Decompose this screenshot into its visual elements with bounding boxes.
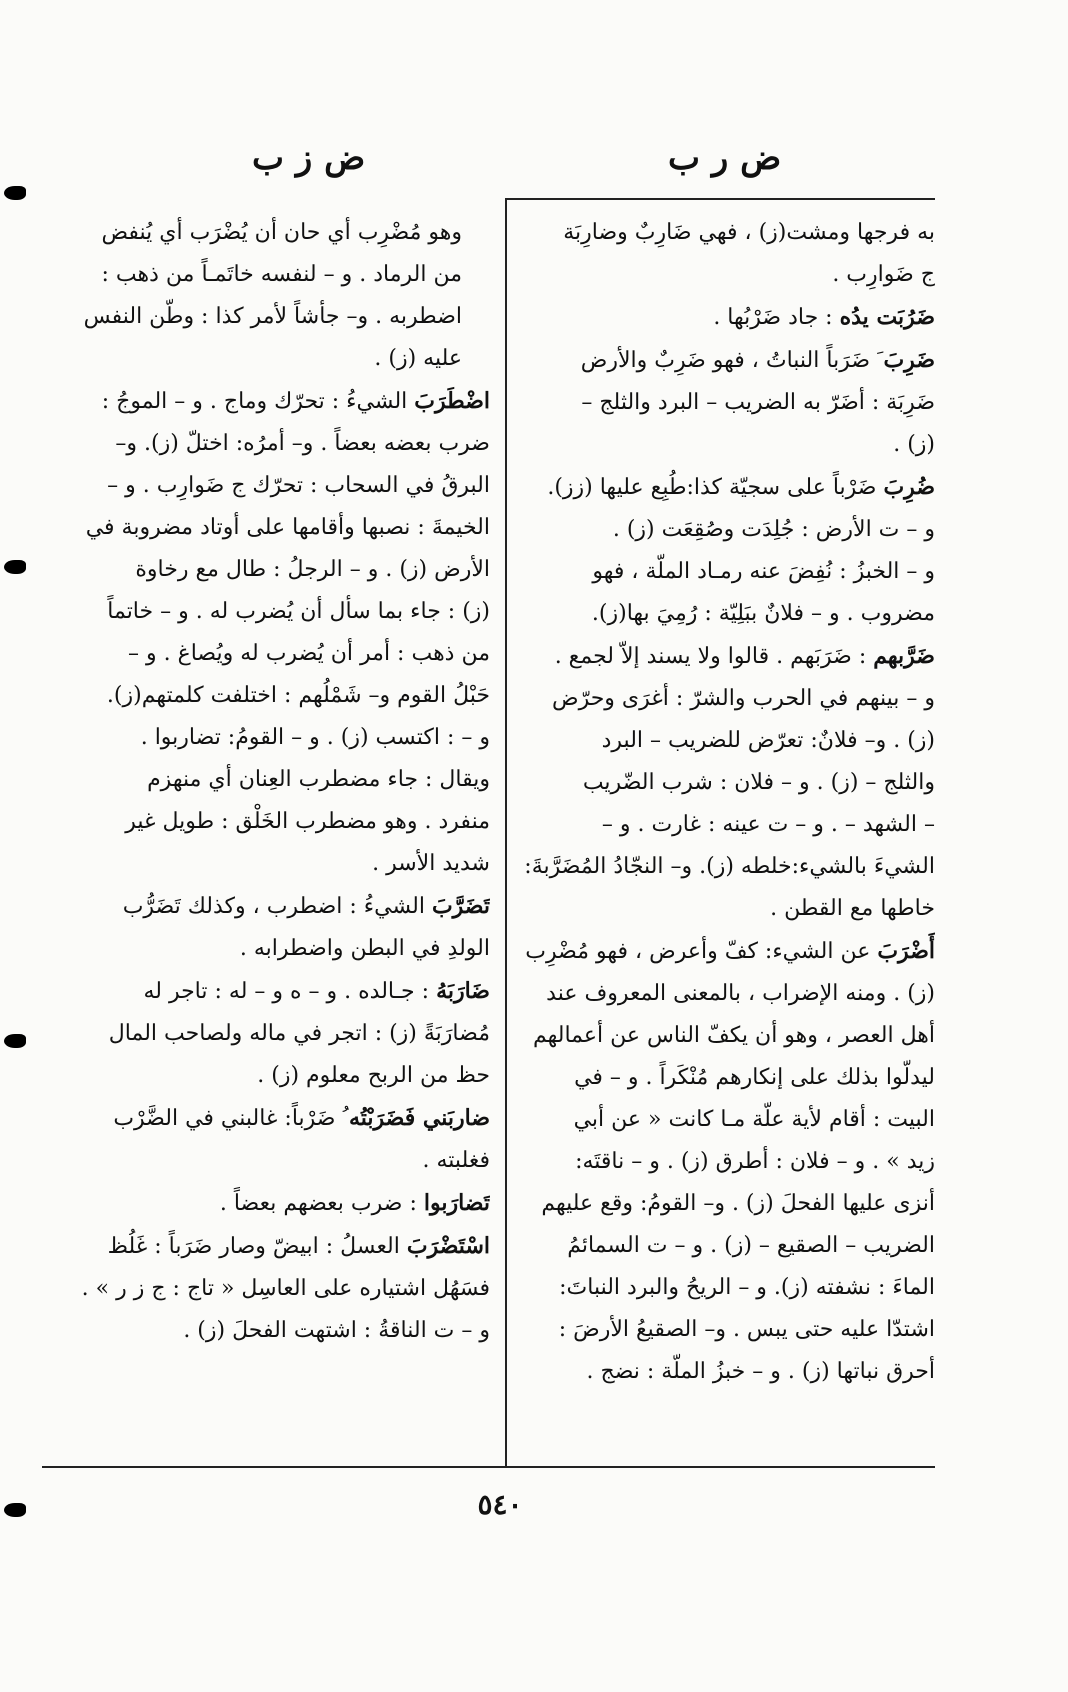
running-header-right: ض ر ب bbox=[668, 138, 782, 178]
entry-line bbox=[50, 1182, 490, 1225]
line-text: منفرد . وهو مضطرب الخَلْق : طويل غير bbox=[125, 809, 490, 834]
line-text: الخيمةَ : نصبها وأقامها على أوتاد مضروبة في bbox=[85, 515, 490, 540]
dictionary-entry bbox=[510, 635, 935, 930]
scan-edge-mark bbox=[4, 1503, 26, 1517]
entry-line bbox=[510, 973, 935, 1015]
line-text: الولدِ في البطن واضطرابه . bbox=[239, 936, 490, 961]
headword: اضْطَرَبَ bbox=[414, 388, 490, 414]
entry-line bbox=[50, 296, 462, 338]
line-text: مُضارَبَةً (ز) : اتجر في ماله ولصاحب المال bbox=[108, 1021, 490, 1046]
scan-edge-mark bbox=[4, 186, 26, 200]
headword: ضُرِبَ bbox=[883, 474, 935, 500]
headword: تَضارَبوا bbox=[423, 1190, 490, 1216]
line-text: من الرماد . و – لنفسه خاتَمـاً من ذهب : bbox=[101, 262, 462, 287]
entry-line bbox=[50, 633, 490, 675]
entry-line bbox=[50, 591, 490, 633]
entry-line bbox=[510, 930, 935, 973]
dictionary-entry bbox=[50, 885, 490, 970]
line-text: ج ضَوارِب . bbox=[832, 262, 935, 287]
entry-line bbox=[510, 382, 935, 424]
left-column bbox=[50, 212, 490, 1352]
entry-line bbox=[50, 843, 490, 885]
page-number: ٥٤٠ bbox=[477, 1488, 523, 1521]
dictionary-entry bbox=[510, 930, 935, 1393]
line-text: ُ ضَرْباً: غالبني في الضَّرْب bbox=[113, 1106, 343, 1131]
line-text: َ ضَرَباً النباتُ ، فهو ضَرِبٌ والأرض bbox=[580, 348, 878, 373]
line-text: أهل العصر ، وهو أن يكفّ الناس عن أعمالهم bbox=[532, 1023, 935, 1048]
line-text: الضريب – الصقيع – (ز) . و – ت السمائمُ bbox=[567, 1233, 935, 1258]
entry-line bbox=[50, 423, 490, 465]
line-text: البرقُ في السحاب : تحرّك ج ضَوارِب . و – bbox=[107, 473, 490, 498]
headword: اسْتَضْرَبَ bbox=[406, 1233, 490, 1259]
headword: أَضْرَبَ bbox=[877, 938, 935, 964]
entry-line bbox=[510, 762, 935, 804]
dictionary-entry bbox=[510, 212, 935, 296]
header-rule bbox=[505, 198, 935, 200]
line-text: ضَرِبَة : أضَرّ به الضريب – البرد والثلج – bbox=[581, 390, 935, 415]
line-text: من ذهب : أمر أن يُضرب له ويُصاغ . و – bbox=[127, 641, 490, 666]
entry-line bbox=[510, 212, 935, 254]
line-text: الماءَ : نشفته (ز). و – الريحُ والبرد النباتَ: bbox=[559, 1275, 935, 1300]
entry-line bbox=[510, 678, 935, 720]
headword: ضَارَبَهُ bbox=[436, 978, 490, 1004]
entry-line bbox=[50, 928, 490, 970]
line-text: و – : اكتسب (ز) . و – القومُ: تضاربوا . bbox=[140, 725, 490, 750]
line-text: (ز) : جاء بما سأل أن يُضرب له . و – خاتماً bbox=[107, 599, 490, 624]
entry-line bbox=[510, 1351, 935, 1393]
entry-line bbox=[510, 254, 935, 296]
line-text: شديد الأسر . bbox=[372, 851, 490, 876]
line-text: العسلُ : ابيضّ وصار ضَرَباً : غَلُظ bbox=[107, 1234, 400, 1259]
entry-line bbox=[50, 1225, 490, 1268]
dictionary-entry bbox=[510, 339, 935, 466]
entry-line bbox=[510, 424, 935, 466]
entry-line bbox=[510, 1309, 935, 1351]
entry-line bbox=[50, 465, 490, 507]
headword: ضَرِبَ bbox=[883, 347, 935, 373]
line-text: و – الخبزُ : نُفِضَ عنه رمـاد الملّة ، فهو bbox=[592, 559, 935, 584]
entry-line bbox=[50, 507, 490, 549]
line-text: حَبْلُ القوم و– شَمْلُهم : اختلفت كلمتهم(ز). bbox=[106, 683, 490, 708]
line-text: : جاد ضَرْبُها . bbox=[713, 305, 833, 330]
dictionary-entry bbox=[50, 380, 490, 885]
entry-line bbox=[510, 804, 935, 846]
headword: ضَرَّبهم bbox=[873, 643, 935, 669]
entry-line bbox=[50, 1310, 490, 1352]
line-text: اضطربه . و– جأشاً لأمر كذا : وطّن النفس bbox=[83, 304, 462, 329]
column-divider bbox=[505, 198, 507, 1466]
entry-line bbox=[50, 759, 490, 801]
line-text: أحرق نباتها (ز) . و – خبزُ الملّة : نضج . bbox=[586, 1359, 935, 1384]
line-text: عليه (ز) . bbox=[374, 346, 462, 371]
entry-line bbox=[50, 717, 490, 759]
entry-line bbox=[510, 339, 935, 382]
line-text: الأرض (ز) . و – الرجلُ : طال مع رخاوة bbox=[135, 557, 490, 582]
entry-line bbox=[50, 254, 462, 296]
line-text: الشيءُ : اضطرب ، وكذلك تَضَرُّب bbox=[122, 894, 425, 919]
entry-line bbox=[510, 1099, 935, 1141]
entry-line bbox=[50, 549, 490, 591]
dictionary-entry bbox=[510, 466, 935, 635]
entry-line bbox=[510, 1141, 935, 1183]
line-text: و – بينهم في الحرب والشرّ : أغرَى وحرّض bbox=[551, 686, 935, 711]
line-text: خاطها مع القطن . bbox=[770, 896, 935, 921]
line-text: – الشهد – . و – ت عينه : غارت . و – bbox=[601, 812, 935, 837]
line-text: الشيءُ : تحرّك وماج . و – الموجُ : bbox=[101, 389, 408, 414]
line-text: (ز) . ومنه الإضراب ، بالمعنى المعروف عند bbox=[546, 981, 935, 1006]
entry-line bbox=[50, 338, 462, 380]
line-text: وهو مُضْرِب أي حان أن يُضْرَب أي يُنفض bbox=[101, 220, 462, 245]
line-text: ليدلّوا بذلك على إنكارهم مُنْكَراً . و – في bbox=[574, 1065, 935, 1090]
line-text: و – ت الأرض : جُلِدَت وصُقِعَت (ز) . bbox=[612, 517, 935, 542]
entry-line bbox=[510, 296, 935, 339]
entry-line bbox=[50, 1013, 490, 1055]
entry-line bbox=[510, 1015, 935, 1057]
entry-line bbox=[510, 593, 935, 635]
right-column bbox=[510, 212, 935, 1393]
entry-line bbox=[50, 970, 490, 1013]
line-text: اشتدّا عليه حتى يبس . و– الصقيعُ الأرضَ : bbox=[558, 1317, 935, 1342]
dictionary-entry bbox=[50, 1225, 490, 1352]
line-text: : ضَرَبَهم . قالوا ولا يسند إلاّ لجمع . bbox=[554, 644, 867, 669]
line-text: مضروب . و – فلانٌ ببَلِيّة : رُمِيَ بها(ز). bbox=[591, 601, 935, 626]
footer-rule bbox=[42, 1466, 935, 1468]
entry-line bbox=[510, 466, 935, 509]
line-text: ضرب بعضه بعضاً . و– أمرُه: اختلّ (ز). و– bbox=[115, 431, 490, 456]
line-text: فسَهُل اشتياره على العاسِل « تاج : ج ز ر » . bbox=[81, 1276, 490, 1301]
dictionary-entry bbox=[510, 296, 935, 339]
line-text: (ز) . و– فلانٌ: تعرّض للضريب – البرد bbox=[601, 728, 935, 753]
entry-line bbox=[510, 1267, 935, 1309]
entry-line bbox=[50, 1268, 490, 1310]
headword: ضاربَني فَضَرَبْتُه bbox=[348, 1105, 490, 1131]
line-text: و – ت الناقةُ : اشتهت الفحلَ (ز) . bbox=[183, 1318, 490, 1343]
dictionary-entry bbox=[50, 1097, 490, 1182]
line-text: والثلج – (ز) . و – فلان : شرب الضّريب bbox=[582, 770, 935, 795]
line-text: البيت : أقام لأية علّة مـا كانت « عن أبي bbox=[573, 1107, 935, 1132]
line-text: عن الشيء: كفّ وأعرض ، فهو مُضْرِب bbox=[525, 939, 871, 964]
entry-line bbox=[50, 675, 490, 717]
entry-line bbox=[50, 1097, 490, 1140]
entry-line bbox=[50, 212, 462, 254]
running-header-left: ض ز ب bbox=[252, 138, 366, 178]
entry-line bbox=[50, 1140, 490, 1182]
entry-line bbox=[50, 1055, 490, 1097]
entry-line bbox=[510, 846, 935, 888]
line-text: زيد » . و – فلان : أطرق (ز) . و – ناقتَه: bbox=[575, 1149, 935, 1174]
entry-line bbox=[510, 720, 935, 762]
entry-line bbox=[50, 885, 490, 928]
entry-line bbox=[510, 888, 935, 930]
line-text: ضَرْباً على سجيّة كذا:طُبِع عليها (زز). bbox=[547, 475, 877, 500]
line-text: الشيءَ بالشيء:خلطه (ز). و– النجّادُ المُضَرَّبةَ: bbox=[524, 854, 935, 879]
entry-line bbox=[510, 635, 935, 678]
line-text: حظ من الربح معلوم (ز) . bbox=[257, 1063, 490, 1088]
line-text: به فرجها ومشت(ز) ، فهي ضَارِبٌ وضارِبَة bbox=[563, 220, 935, 245]
entry-line bbox=[510, 1183, 935, 1225]
dictionary-entry bbox=[50, 212, 490, 380]
line-text: : جـالده . و – ه و – له : تاجر له bbox=[143, 979, 430, 1004]
line-text: أنزى عليها الفحلَ (ز) . و– القومُ: وقع عليهم bbox=[541, 1191, 935, 1216]
entry-line bbox=[50, 380, 490, 423]
entry-line bbox=[50, 801, 490, 843]
entry-line bbox=[510, 1057, 935, 1099]
dictionary-entry bbox=[50, 970, 490, 1097]
headword: ضَرُبَت يدُه bbox=[839, 304, 935, 330]
line-text: فغلبته . bbox=[422, 1148, 490, 1173]
dictionary-entry bbox=[50, 1182, 490, 1225]
line-text: ويقال : جاء مضطرب العِنان أي منهزم bbox=[147, 767, 490, 792]
line-text: (ز) . bbox=[893, 432, 935, 457]
entry-line bbox=[510, 551, 935, 593]
line-text: : ضرب بعضهم بعضاً . bbox=[219, 1191, 417, 1216]
scan-edge-mark bbox=[4, 1034, 26, 1048]
entry-line bbox=[510, 509, 935, 551]
headword: تَضَرَّبَ bbox=[431, 893, 490, 919]
scan-edge-mark bbox=[4, 560, 26, 574]
entry-line bbox=[510, 1225, 935, 1267]
